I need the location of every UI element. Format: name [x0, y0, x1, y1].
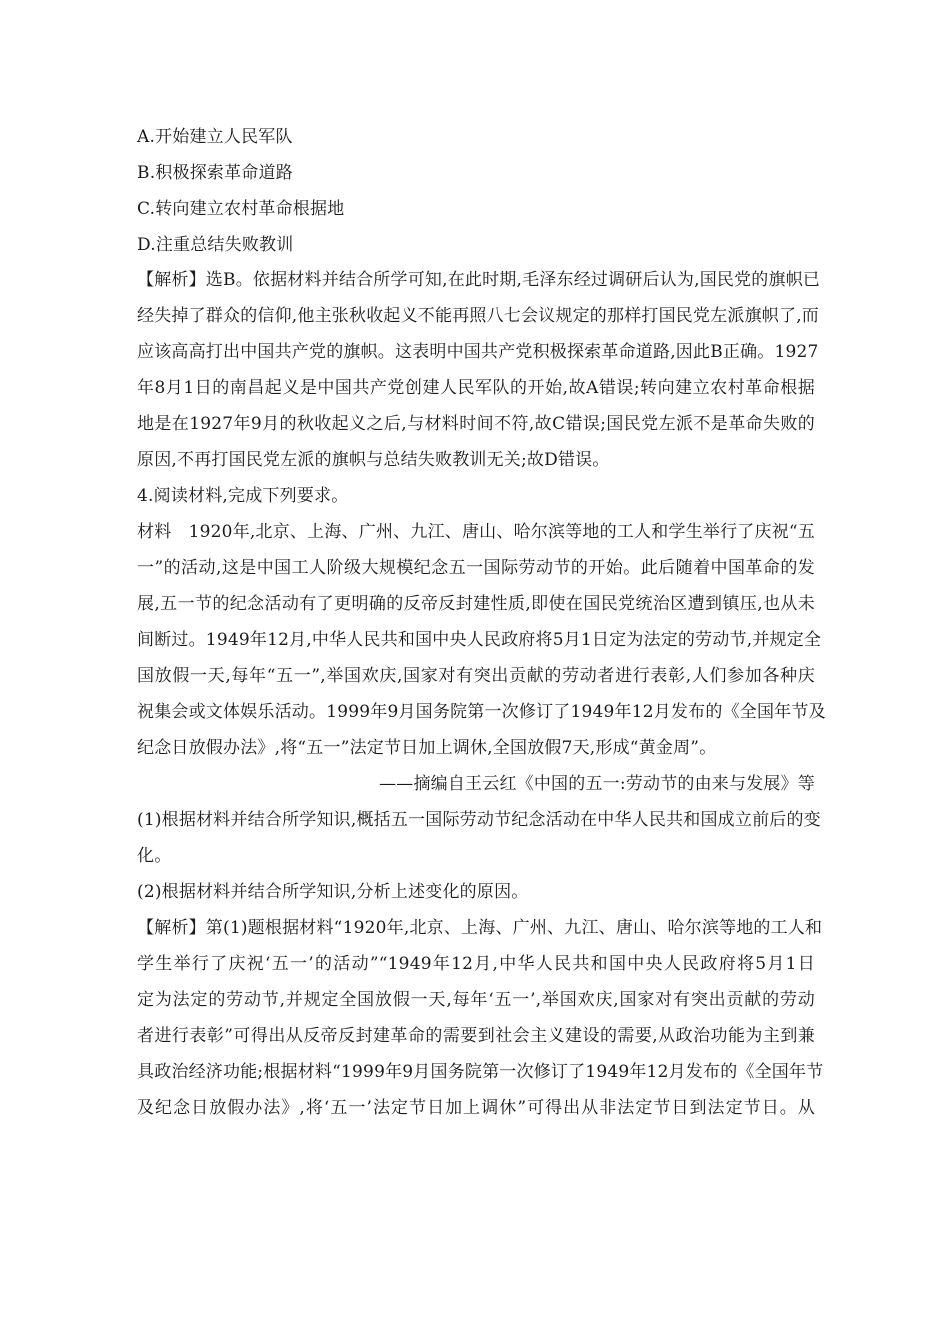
option-d: D.注重总结失败教训 — [137, 235, 294, 255]
option-a: A.开始建立人民军队 — [137, 127, 293, 147]
analysis-2-line: 者进行表彰”可得出从反帝反封建革命的需要到社会主义建设的需要,从政治功能为主到兼 — [137, 1026, 815, 1046]
option-b: B.积极探索革命道路 — [137, 163, 293, 183]
analysis-1-line: 经失掉了群众的信仰,他主张秋收起义不能再照八七会议规定的那样打国民党左派旗帜了,而 — [137, 306, 820, 326]
analysis-2-line: 定为法定的劳动节,并规定全国放假一天,每年‘五一’,举国欢庆,国家对有突出贡献的劳动 — [137, 990, 815, 1010]
analysis-2-line: 及纪念日放假办法》,将‘五一’法定节日加上调休”可得出从非法定节日到法定节日。从 — [137, 1098, 815, 1118]
material-line: 一”的活动,这是中国工人阶级大规模纪念五一国际劳动节的开始。此后随着中国革命的发 — [137, 558, 815, 578]
material-line: 间断过。1949年12月,中华人民共和国中央人民政府将5月1日定为法定的劳动节,并规定全 — [137, 630, 822, 650]
question-4-heading: 4.阅读材料,完成下列要求。 — [137, 486, 349, 506]
analysis-1-line: 原因,不再打国民党左派的旗帜与总结失败教训无关;故D错误。 — [137, 450, 610, 470]
analysis-1-line: 年8月1日的南昌起义是中国共产党创建人民军队的开始,故A错误;转向建立农村革命根据 — [137, 378, 815, 398]
sub-question-2: (2)根据材料并结合所学知识,分析上述变化的原因。 — [137, 882, 529, 902]
analysis-1-line: 【解析】选B。依据材料并结合所学可知,在此时期,毛泽东经过调研后认为,国民党的旗帜已 — [137, 270, 821, 290]
material-line: 祝集会或文体娱乐活动。1999年9月国务院第一次修订了1949年12月发布的《全国年节及 — [137, 702, 826, 722]
analysis-2-line: 【解析】第(1)题根据材料“1920年,北京、上海、广州、九江、唐山、哈尔滨等地的工人和 — [137, 918, 823, 938]
material-source: ——摘编自王云红《中国的五一:劳动节的由来与发展》等 — [379, 774, 815, 794]
sub-question-1-cont: 化。 — [137, 846, 172, 866]
sub-question-1: (1)根据材料并结合所学知识,概括五一国际劳动节纪念活动在中华人民共和国成立前后的变 — [137, 810, 821, 830]
analysis-1-line: 应该高高打出中国共产党的旗帜。这表明中国共产党积极探索革命道路,因此B正确。1927 — [137, 342, 819, 362]
material-line: 材料 1920年,北京、上海、广州、九江、唐山、哈尔滨等地的工人和学生举行了庆祝“五 — [137, 522, 815, 542]
material-line: 展,五一节的纪念活动有了更明确的反帝反封建性质,即使在国民党统治区遭到镇压,也从未 — [137, 594, 815, 614]
material-line: 国放假一天,每年“五一”,举国欢庆,国家对有突出贡献的劳动者进行表彰,人们参加各种庆 — [137, 666, 815, 686]
option-c: C.转向建立农村革命根据地 — [137, 199, 345, 219]
analysis-2-line: 学生举行了庆祝‘五一’的活动”“1949年12月,中华人民共和国中央人民政府将5月1日 — [137, 954, 815, 974]
material-line: 纪念日放假办法》,将“五一”法定节日加上调休,全国放假7天,形成“黄金周”。 — [137, 738, 717, 758]
analysis-2-line: 具政治经济功能;根据材料“1999年9月国务院第一次修订了1949年12月发布的《全国年节 — [137, 1062, 824, 1082]
analysis-1-line: 地是在1927年9月的秋收起义之后,与材料时间不符,故C错误;国民党左派不是革命失败的 — [137, 414, 815, 434]
